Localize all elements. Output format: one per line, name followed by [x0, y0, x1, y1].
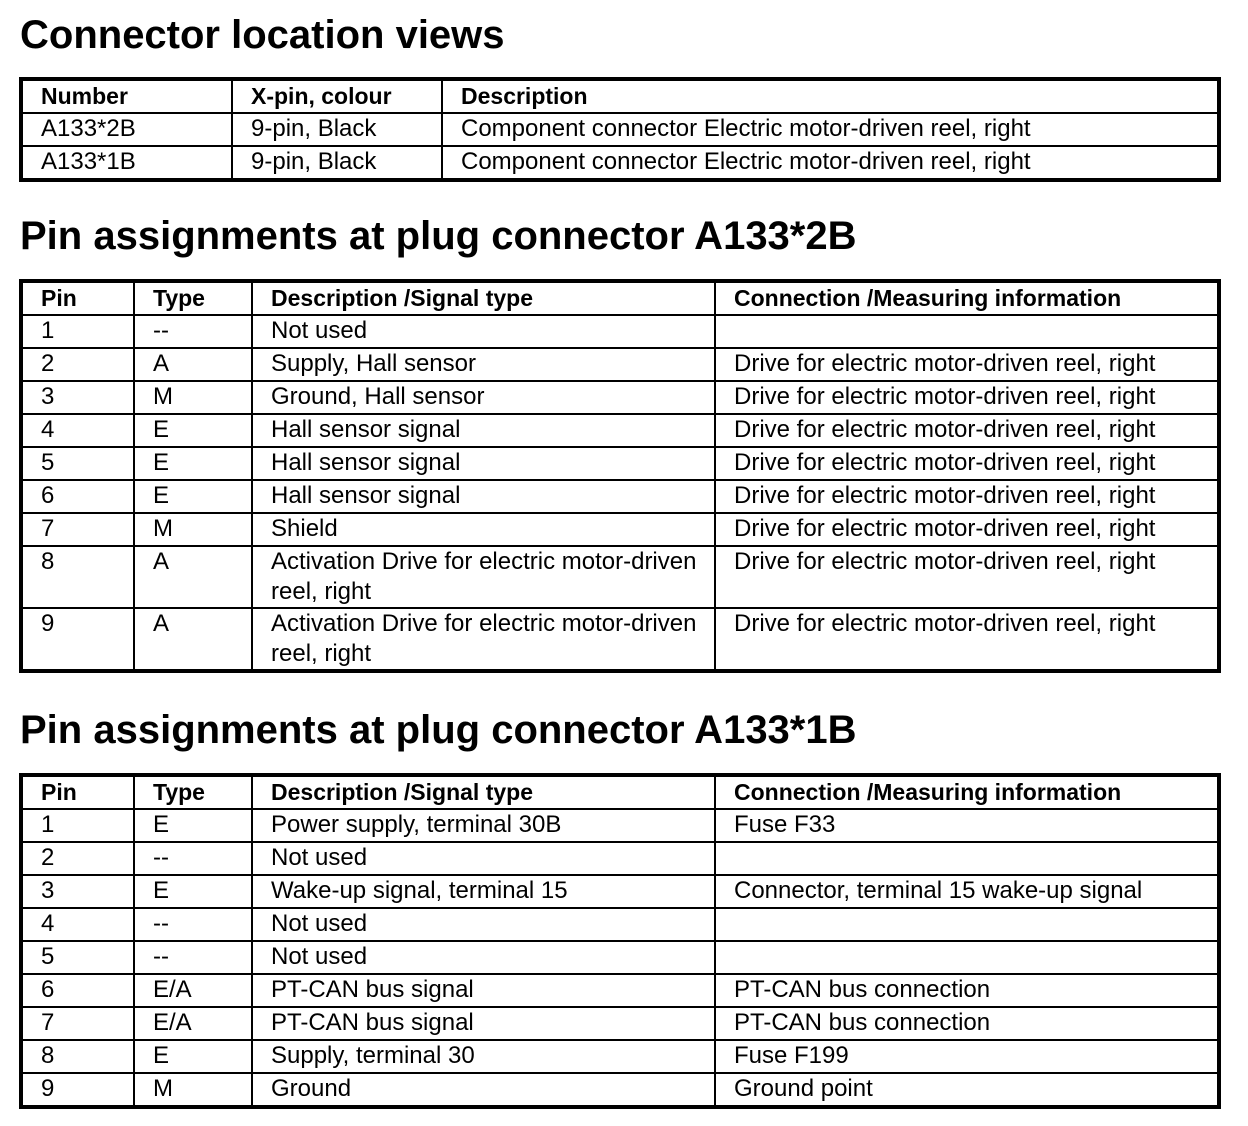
table-cell — [715, 842, 1219, 875]
table-row — [21, 1073, 1219, 1107]
table-cell: Not used — [252, 842, 715, 875]
table-cell: Ground, Hall sensor — [252, 381, 715, 414]
table-cell: 2 — [21, 842, 134, 875]
table-row — [21, 146, 1219, 180]
table-cell: 9-pin, Black — [232, 113, 442, 146]
table-cell: Drive for electric motor-driven reel, right — [715, 414, 1219, 447]
table-cell: Connector, terminal 15 wake-up signal — [715, 875, 1219, 908]
table-cell: Ground — [252, 1073, 715, 1107]
table-cell: M — [134, 1073, 252, 1107]
table-cell: Hall sensor signal — [252, 480, 715, 513]
table-cell: E — [134, 875, 252, 908]
table-row — [21, 908, 1219, 941]
table-cell: 1 — [21, 809, 134, 842]
table-cell: 9-pin, Black — [232, 146, 442, 180]
column-header: Pin — [21, 281, 134, 315]
table-cell: Shield — [252, 513, 715, 546]
table-cell: A — [134, 348, 252, 381]
table-row — [21, 315, 1219, 348]
table-cell: 7 — [21, 513, 134, 546]
table-cell: -- — [134, 842, 252, 875]
table-cell: PT-CAN bus signal — [252, 974, 715, 1007]
table-cell: Wake-up signal, terminal 15 — [252, 875, 715, 908]
table-cell: A133*2B — [21, 113, 232, 146]
table-cell: Hall sensor signal — [252, 414, 715, 447]
column-header: X-pin, colour — [232, 79, 442, 113]
table-cell: Activation Drive for electric motor-driven reel, right — [252, 608, 715, 671]
table-cell: A — [134, 546, 252, 608]
table-cell: 4 — [21, 908, 134, 941]
table-cell: 7 — [21, 1007, 134, 1040]
table-cell: -- — [134, 941, 252, 974]
pin-assignments-1b-table — [19, 773, 1221, 1109]
table-row — [21, 1040, 1219, 1073]
column-header: Number — [21, 79, 232, 113]
table-row — [21, 974, 1219, 1007]
table-row — [21, 414, 1219, 447]
table-cell: Drive for electric motor-driven reel, right — [715, 546, 1219, 608]
column-header: Pin — [21, 775, 134, 809]
table-cell: Component connector Electric motor-driven reel, right — [442, 146, 1219, 180]
table-cell — [715, 908, 1219, 941]
table-row — [21, 608, 1219, 671]
table-cell: 2 — [21, 348, 134, 381]
table-cell: 3 — [21, 875, 134, 908]
table-header-row — [21, 281, 1219, 315]
table-cell: Component connector Electric motor-driven reel, right — [442, 113, 1219, 146]
table-cell: 4 — [21, 414, 134, 447]
column-header: Description /Signal type — [252, 281, 715, 315]
connector-location-table — [19, 77, 1221, 182]
table-cell: Supply, terminal 30 — [252, 1040, 715, 1073]
table-row — [21, 480, 1219, 513]
column-header: Type — [134, 281, 252, 315]
table-row — [21, 1007, 1219, 1040]
pin-assignments-1b-heading: Pin assignments at plug connector A133*1B — [20, 708, 857, 752]
table-cell: Not used — [252, 908, 715, 941]
table-cell: Power supply, terminal 30B — [252, 809, 715, 842]
table-cell: 9 — [21, 1073, 134, 1107]
table-cell: M — [134, 513, 252, 546]
table-cell: 6 — [21, 974, 134, 1007]
table-cell: 8 — [21, 1040, 134, 1073]
table-row — [21, 941, 1219, 974]
table-cell — [715, 941, 1219, 974]
table-cell: 6 — [21, 480, 134, 513]
pin-assignments-2b-heading: Pin assignments at plug connector A133*2B — [20, 214, 857, 258]
table-cell: Drive for electric motor-driven reel, right — [715, 608, 1219, 671]
connector-location-heading: Connector location views — [20, 13, 505, 57]
column-header: Connection /Measuring information — [715, 775, 1219, 809]
table-cell: -- — [134, 908, 252, 941]
table-cell: 5 — [21, 447, 134, 480]
table-cell: 3 — [21, 381, 134, 414]
table-cell: Not used — [252, 941, 715, 974]
table-cell: Ground point — [715, 1073, 1219, 1107]
table-cell: E — [134, 1040, 252, 1073]
table-row — [21, 842, 1219, 875]
table-cell: Not used — [252, 315, 715, 348]
table-cell: 5 — [21, 941, 134, 974]
table-cell: Hall sensor signal — [252, 447, 715, 480]
table-cell: Drive for electric motor-driven reel, right — [715, 513, 1219, 546]
table-cell: E — [134, 414, 252, 447]
table-cell: Drive for electric motor-driven reel, right — [715, 480, 1219, 513]
table-cell: Fuse F199 — [715, 1040, 1219, 1073]
column-header: Connection /Measuring information — [715, 281, 1219, 315]
column-header: Description /Signal type — [252, 775, 715, 809]
table-cell: 8 — [21, 546, 134, 608]
table-row — [21, 546, 1219, 608]
table-cell: E/A — [134, 974, 252, 1007]
table-cell: PT-CAN bus signal — [252, 1007, 715, 1040]
table-row — [21, 447, 1219, 480]
table-row — [21, 348, 1219, 381]
table-row — [21, 809, 1219, 842]
table-cell: PT-CAN bus connection — [715, 974, 1219, 1007]
table-cell: E — [134, 447, 252, 480]
table-header-row — [21, 775, 1219, 809]
column-header: Description — [442, 79, 1219, 113]
table-cell: Drive for electric motor-driven reel, right — [715, 381, 1219, 414]
pin-assignments-2b-table — [19, 279, 1221, 673]
table-cell: 1 — [21, 315, 134, 348]
table-row — [21, 381, 1219, 414]
table-cell: Fuse F33 — [715, 809, 1219, 842]
table-row — [21, 875, 1219, 908]
table-cell: M — [134, 381, 252, 414]
table-cell — [715, 315, 1219, 348]
table-cell: Supply, Hall sensor — [252, 348, 715, 381]
table-header-row — [21, 79, 1219, 113]
table-row — [21, 513, 1219, 546]
table-row — [21, 113, 1219, 146]
table-cell: E/A — [134, 1007, 252, 1040]
table-cell: -- — [134, 315, 252, 348]
table-cell: E — [134, 809, 252, 842]
table-cell: E — [134, 480, 252, 513]
table-cell: Drive for electric motor-driven reel, right — [715, 447, 1219, 480]
table-cell: Activation Drive for electric motor-driven reel, right — [252, 546, 715, 608]
table-cell: A133*1B — [21, 146, 232, 180]
table-cell: Drive for electric motor-driven reel, right — [715, 348, 1219, 381]
table-cell: PT-CAN bus connection — [715, 1007, 1219, 1040]
table-cell: A — [134, 608, 252, 671]
table-cell: 9 — [21, 608, 134, 671]
column-header: Type — [134, 775, 252, 809]
